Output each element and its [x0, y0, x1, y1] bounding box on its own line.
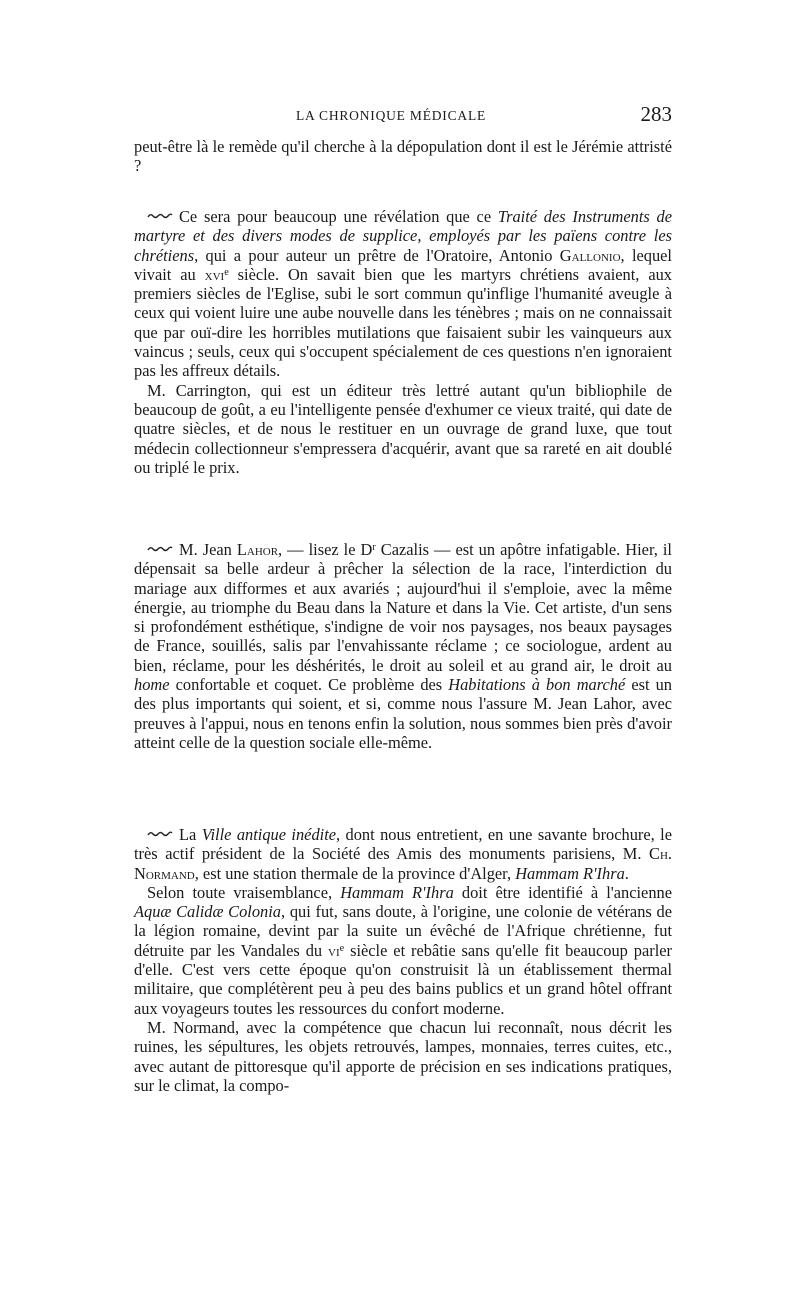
author-name: Gallonio [559, 245, 621, 265]
page-number: 283 [640, 102, 672, 126]
place-name: Hammam R'Ihra [515, 863, 625, 883]
tilde-ornament-icon [147, 830, 173, 838]
section-jean-lahor [134, 540, 672, 752]
latin-name: Aquæ Calidæ Colonia [134, 902, 281, 922]
paragraph: M. Carrington, qui est un éditeur très lettré autant qu'un bibliophile de beaucoup de goût, a eu l'intelligente pensée d'exhumer ce vieux traité, qui date de quatre siècles, et de nous le restituer en un ouvrage de grand luxe, que tout médecin collectionneur s'empressera d'acquérir, avant que sa rareté en ait doublé ou triplé le prix. [134, 380, 672, 477]
intro-block [134, 137, 672, 176]
section-ville-antique [134, 825, 672, 1095]
book-title: Traité des Instruments de martyre et des divers modes de supplice, employés par les païens contre les chrétiens [134, 207, 672, 265]
paragraph: M. Normand, avec la compétence que chacun lui reconnaît, nous décrit les ruines, les sépultures, les objets retrouvés, lampes, monnaies, terres cuites, etc., avec autant de pittoresque qu'il apporte de précision en ses indications pratiques, sur le climat, la compo- [134, 1017, 672, 1095]
section-instruments-de-martyre [134, 207, 672, 477]
paragraph: Ce sera pour beaucoup une révélation que ce Traité des Instruments de martyre et des divers modes de supplice, employés par les païens contre les chrétiens, qui a pour auteur un prêtre de l'Oratoire, Antonio Gallonio, lequel vivait au xvi$^e$ siècle. On savait bien que les martyrs chrétiens avaient, aux premiers siècles de l'Eglise, subi le sort commun qu'inflige l'humanité aveugle à ceux qui voient luire une aube nouvelle dans les ténèbres ; mais on ne connaissait que par ouï-dire les horribles mutilations que faisaient subir les vainqueurs aux vaincus ; seuls, ceux qui s'occupent spécialement de ces questions n'en ignoraient pas les affreux détails. [134, 207, 672, 381]
tilde-ornament-icon [147, 545, 173, 553]
page-header [134, 102, 672, 132]
superscript: r [372, 541, 376, 553]
paragraph: La Ville antique inédite, dont nous entretient, en une savante brochure, le très actif président de la Société des Amis des monuments parisiens, M. Ch. Normand, est une station thermale de la province d'Alger, Hammam R'Ihra. [134, 825, 672, 883]
italic-word: home [134, 675, 170, 695]
paragraph: Selon toute vraisemblance, Hammam R'Ihra doit être identifié à l'ancienne Aquæ Calidæ Colonia, qui fut, sans doute, à l'origine, une colonie de vétérans de la légion romaine, devint par la suite un évêché de l'Afrique chrétienne, fut détruite par les Vandales du $vi^e$ siècle et rebâtie sans qu'elle fit beaucoup parler d'elle. C'est vers cette époque qu'on construisit là un établissement thermal militaire, que complétèrent peu à peu des bains publics et un grand hôtel offrant aux voyageurs toutes les ressources du confort moderne. [134, 882, 673, 1018]
author-name: Ch. Normand [134, 844, 672, 883]
tilde-ornament-icon [147, 212, 173, 220]
century-numeral: vi [328, 940, 340, 960]
person-name: Lahor [236, 540, 279, 559]
paragraph: M. Jean Lahor, — lisez le $D^r$ Cazalis — est un apôtre infatigable. Hier, il dépensait sa belle ardeur à prêcher la sélection de la race, l'interdiction du mariage aux difformes et aux avariés ; aujourd'hui il s'emploie, avec la même énergie, au triomphe du Beau dans la Nature et dans la Vie. Cet artiste, d'un sens si profondément esthétique, s'indigne de voir nos paysages, nos beaux paysages de France, souillés, salis par l'envahissante réclame ; ce sociologue, ardent au bien, réclame, pour les déshérités, le droit au soleil et au grand air, le droit au home confortable et coquet. Ce problème des Habitations à bon marché est un des plus importants qui soient, et si, comme nous l'assure M. Jean Lahor, avec preuves à l'appui, nous en tenons enfin la solution, nous sommes bien près d'avoir atteint celle de la question sociale elle-même. [134, 540, 673, 752]
running-title: LA CHRONIQUE MÉDICALE [296, 108, 487, 123]
intro-paragraph: peut-être là le remède qu'il cherche à la dépopulation dont il est le Jérémie attristé ? [134, 137, 672, 176]
century-numeral: xvi [204, 264, 225, 284]
superscript: e [224, 266, 229, 278]
superscript: e [339, 942, 345, 954]
book-title: Ville antique inédite [201, 825, 337, 844]
place-name: Hammam R'Ihra [340, 882, 454, 902]
book-title: Habitations à bon marché [448, 675, 626, 695]
